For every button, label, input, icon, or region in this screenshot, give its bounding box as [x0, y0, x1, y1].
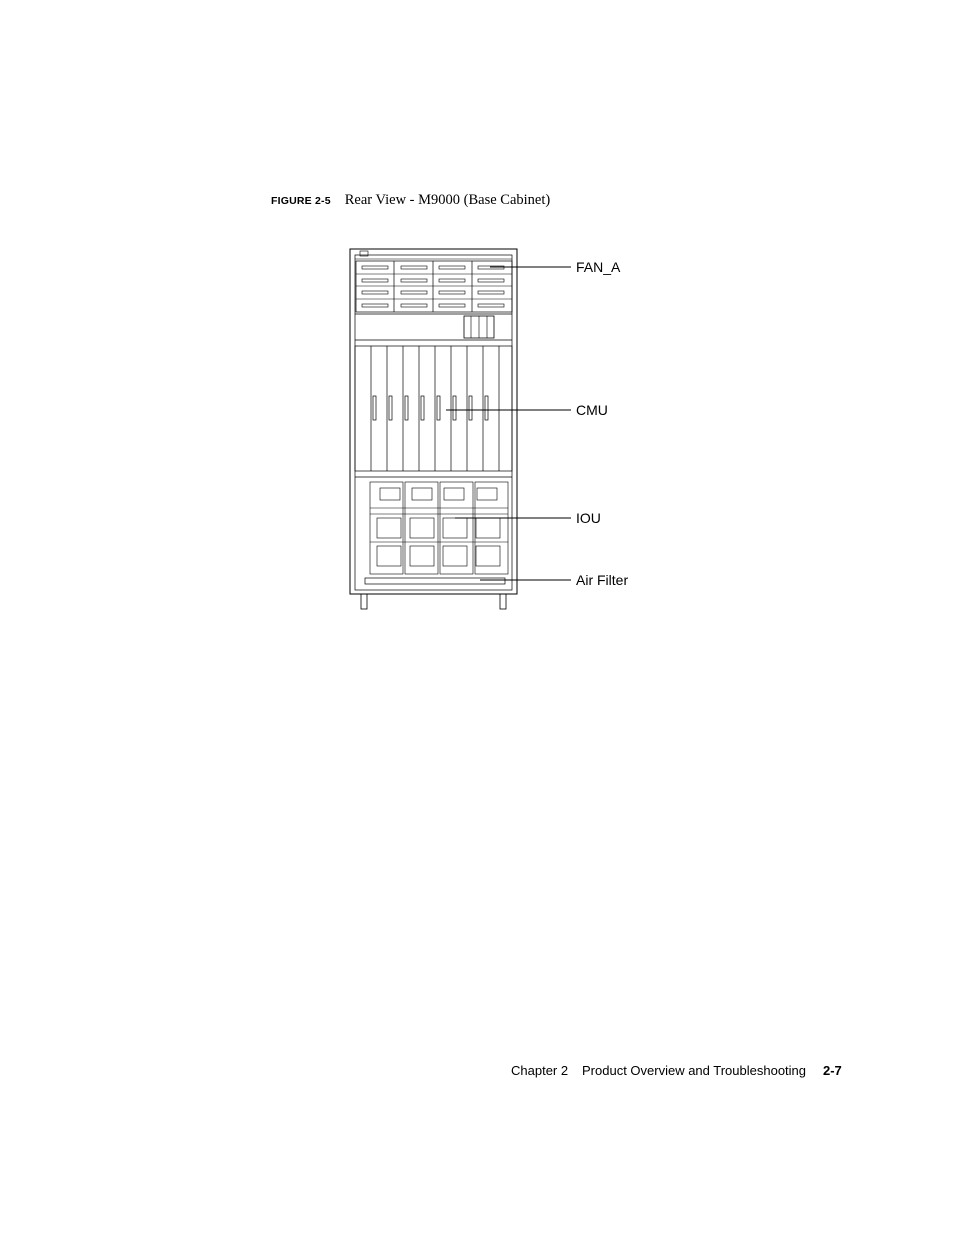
callout-cmu: CMU [576, 402, 608, 418]
fan-section [356, 261, 512, 312]
figure-label: FIGURE 2-5 [271, 195, 331, 207]
cmu-section [355, 346, 512, 471]
iou-section [370, 482, 508, 574]
air-filter [365, 578, 505, 584]
callout-iou: IOU [576, 510, 601, 526]
footer-chapter: Chapter 2 [511, 1063, 569, 1078]
callout-fan-a: FAN_A [576, 259, 621, 275]
figure-title: Rear View - M9000 (Base Cabinet) [344, 192, 551, 208]
footer-section-title: Product Overview and Troubleshooting [582, 1063, 807, 1078]
footer-page-number: 2-7 [823, 1063, 842, 1078]
callout-air-filter: Air Filter [576, 572, 629, 588]
